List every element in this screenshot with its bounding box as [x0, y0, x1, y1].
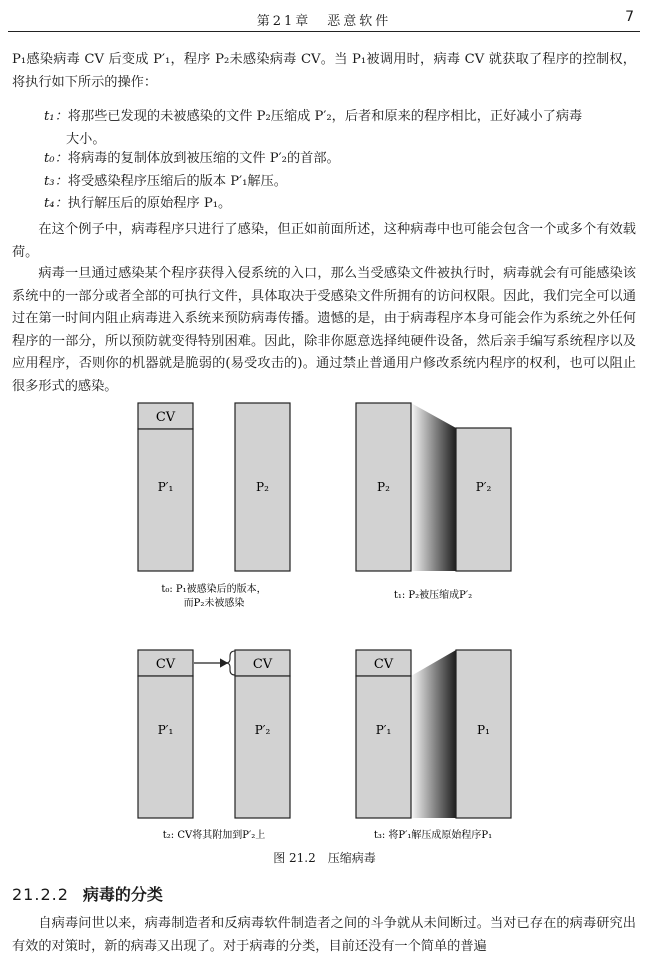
cv-label: CV	[373, 657, 394, 672]
caption-t2: t₂: CV将其附加到P′₂上	[162, 830, 266, 841]
step-text: 将那些已发现的未被感染的文件 P₂压缩成 P′₂，后者和原来的程序相比，正好减小了病毒	[67, 109, 583, 124]
step-label: t₃：	[44, 174, 68, 189]
panel-t1	[356, 403, 511, 601]
step-text: 执行解压后的原始程序 P₁。	[67, 196, 232, 211]
step-label: t₀：	[44, 151, 68, 166]
caption-t1: t₁: P₂被压缩成P′₂	[393, 590, 473, 601]
p1-prime-block	[138, 676, 193, 818]
step-t4	[44, 193, 636, 216]
section-heading	[12, 882, 163, 905]
step-label: t₄：	[44, 196, 68, 211]
page-header	[8, 0, 640, 32]
panel-t3	[356, 650, 511, 841]
p2-prime-block	[456, 428, 511, 571]
p2-label: P₂	[377, 480, 390, 494]
step-continuation: 大小。	[66, 131, 106, 147]
step-label: t₁：	[44, 109, 68, 124]
step-text: 将病毒的复制体放到被压缩的文件 P′₂的首部。	[67, 151, 340, 166]
chapter-title: 第21章 恶意软件	[256, 14, 392, 29]
p2-prime-block	[235, 676, 290, 818]
paragraph-spread: 病毒一旦通过感染某个程序获得入侵系统的入口，那么当受感染文件被执行时，病毒就会有可能感染该系统中的一部分或者全部的可执行文件，具体取决于受感染文件所拥有的访问权限。因此，我们完全可以通过在第一时间内阻止病毒进入系统来预防病毒传播。遗憾的是，由于病毒程序本身可能会作为系统之外任何程序的一部分，所以预防就变得特别困难。因此，除非你愿意选择纯硬件设备，然后亲手编写系统程序以及应用程序，否则你的机器就是脆弱的(易受攻击的)。通过禁止普通用户修改系统内程序的权利，也可以阻止很多形式的感染。	[12, 266, 636, 394]
caption-t3: t₃: 将P′₁解压成原始程序P₁	[373, 830, 493, 841]
compression-shadow	[411, 403, 456, 571]
decompression-shadow	[411, 650, 456, 818]
caption-t0-line2: 而P₂未被感染	[183, 598, 245, 609]
figure-diagram	[136, 402, 514, 848]
p1-prime-label: P′₁	[157, 480, 174, 494]
p1-prime-label: P′₁	[375, 723, 392, 737]
cv-label: CV	[155, 657, 176, 672]
caption-t0-line1: t₀: P₁被感染后的版本，	[161, 584, 267, 595]
figure-compression-virus	[136, 402, 514, 848]
p2-prime-label: P′₂	[254, 723, 271, 737]
brace-icon	[226, 651, 235, 675]
p2-label: P₂	[256, 480, 269, 494]
section-number: 21.2.2	[12, 885, 69, 904]
paragraph-intro: P₁感染病毒 CV 后变成 P′₁，程序 P₂未感染病毒 CV。当 P₁被调用时，病毒 CV 就获取了程序的控制权，将执行如下所示的操作：	[12, 52, 636, 90]
p1-prime-label: P′₁	[157, 723, 174, 737]
step-t1	[44, 106, 636, 151]
paragraph-classification: 自病毒问世以来，病毒制造者和反病毒软件制造者之间的斗争就从未间断过。当对已存在的病毒研究出有效的对策时，新的病毒又出现了。对于病毒的分类，目前还没有一个简单的普遍	[12, 916, 636, 954]
figure-caption: 图 21.2 压缩病毒	[273, 851, 376, 865]
p1-label: P₁	[477, 723, 490, 737]
panel-t0	[138, 403, 290, 609]
p1-prime-block	[138, 429, 193, 571]
section-title: 病毒的分类	[82, 885, 163, 904]
cv-label: CV	[252, 657, 273, 672]
paragraph-payload: 在这个例子中，病毒程序只进行了感染，但正如前面所述，这种病毒中也可能会包含一个或多个有效载荷。	[12, 222, 636, 260]
step-text: 将受感染程序压缩后的版本 P′₁解压。	[67, 174, 287, 189]
page-number: 7	[625, 9, 634, 25]
panel-t2	[138, 650, 290, 841]
p2-prime-label: P′₂	[475, 480, 492, 494]
step-t3	[44, 171, 636, 194]
step-t0	[44, 148, 636, 171]
cv-label: CV	[155, 410, 176, 425]
p1-prime-block	[356, 676, 411, 818]
